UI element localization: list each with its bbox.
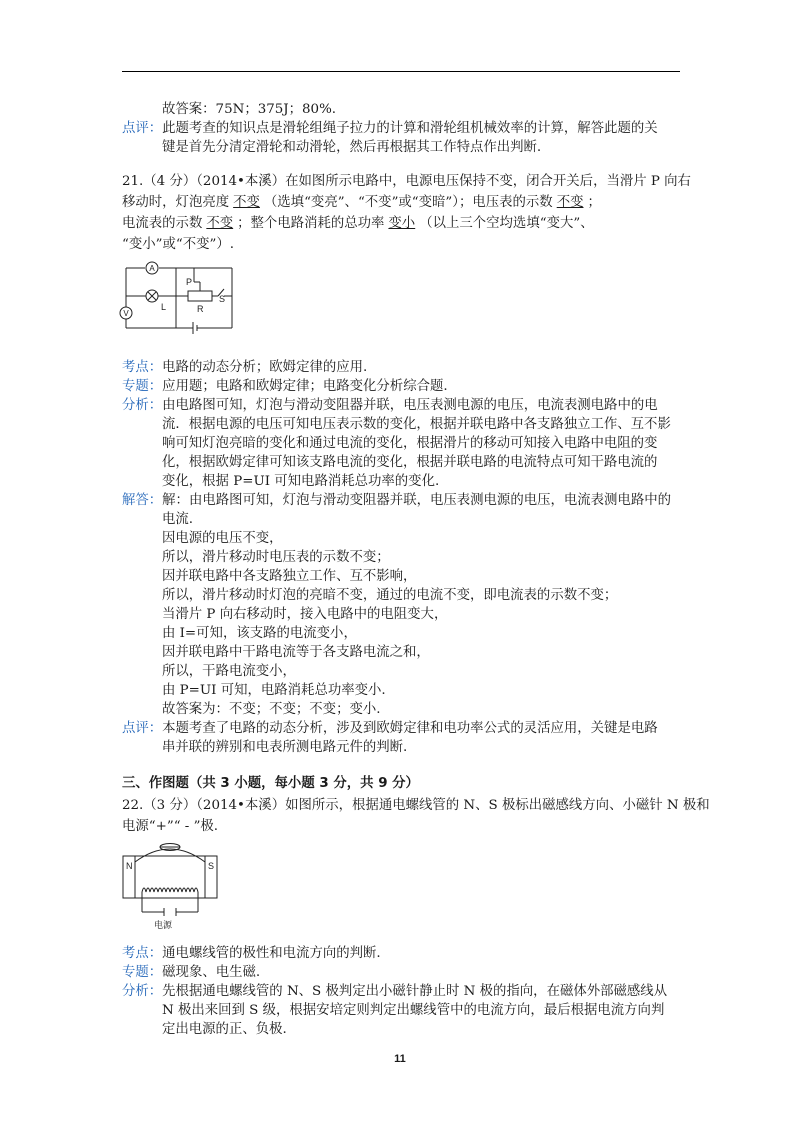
q22-solenoid-diagram <box>118 840 228 922</box>
q21-blank-3: 不变 <box>206 216 234 231</box>
fenxi-tag: 分析： <box>122 398 163 413</box>
q21-jieda-line: 由 P=UI 可知，电路消耗总功率变小. <box>162 683 386 698</box>
q21-stem-line-4: “变小”或“不变”）. <box>122 237 234 252</box>
resistor-label: R <box>197 304 204 314</box>
q21-fenxi-line-4: 化，根据欧姆定律可知该支路电流的变化，根据并联电路的电流特点可知干路电流的 <box>162 455 658 470</box>
q21-jieda-line: 因并联电路中各支路独立工作、互不影响， <box>162 569 417 584</box>
fenxi-text: 先根据通电螺线管的 N、S 极判定出小磁针静止时 N 极的指向，在磁体外部磁感线从 <box>162 984 668 999</box>
review-line-2: 键是首先分清定滑轮和动滑轮，然后再根据其工作特点作出判断. <box>162 140 542 155</box>
q21-jieda-line: 故答案为：不变；不变；不变；变小. <box>162 702 381 717</box>
dianping-text: 本题考查了电路的动态分析，涉及到欧姆定律和电功率公式的灵活应用，关键是电路 <box>162 721 658 736</box>
q21-dianping-line-2: 串并联的辨别和电表所测电路元件的判断. <box>162 740 408 755</box>
q22-stem-line-2: 电源“+”“ - ”极. <box>122 819 219 834</box>
slider-label: P <box>186 277 193 287</box>
q21-jieda-line: 所以，干路电流变小， <box>162 664 296 679</box>
review-text-1: 此题考查的知识点是滑轮组绳子拉力的计算和滑轮组机械效率的计算，解答此题的关 <box>162 121 658 136</box>
review-tag: 点评： <box>122 121 163 136</box>
q21-text: （以上三个空均选填“变大”、 <box>419 216 594 231</box>
zhuanti-text: 磁现象、电生磁. <box>162 965 261 980</box>
review-line-1 <box>122 119 682 138</box>
q21-circuit-diagram <box>118 258 242 334</box>
answer-line: 故答案：75N；375J；80%. <box>162 102 337 117</box>
lamp-label: L <box>161 302 167 312</box>
q21-stem-line-2 <box>122 193 682 212</box>
zhuanti-tag: 专题： <box>122 379 163 394</box>
kaodian-text: 电路的动态分析；欧姆定律的应用. <box>162 360 368 375</box>
q21-zhuanti <box>122 377 682 396</box>
q21-kaodian <box>122 358 682 377</box>
q21-text: ；整个电路消耗的总功率 <box>237 216 385 231</box>
fenxi-tag: 分析： <box>122 984 163 999</box>
q21-fenxi-line-1 <box>122 396 682 415</box>
q21-dianping-line-1 <box>122 719 682 738</box>
q21-jieda-line: 当滑片 P 向右移动时，接入电路中的电阻变大， <box>162 607 448 622</box>
q22-zhuanti <box>122 963 682 982</box>
q22-kaodian <box>122 944 682 963</box>
q21-jieda-line: 所以，滑片移动时电压表的示数不变； <box>162 550 390 565</box>
section-heading: 三、作图题（共 3 小题，每小题 3 分，共 9 分） <box>122 776 419 791</box>
q21-fenxi-line-2: 流．根据电源的电压可知电压表示数的变化，根据并联电路中各支路独立工作、互不影 <box>162 417 671 432</box>
zhuanti-text: 应用题；电路和欧姆定律；电路变化分析综合题. <box>162 379 448 394</box>
q21-blank-1: 不变 <box>233 195 260 210</box>
header-rule <box>122 71 680 72</box>
q21-text: ； <box>587 195 601 210</box>
q21-fenxi-line-5: 变化，根据 P=UI 可知电路消耗总功率的变化. <box>162 474 440 489</box>
q21-text: （选填“变亮”、“不变”或“变暗”）；电压表的示数 <box>263 195 553 210</box>
q21-jieda-line: 由 I=可知，该支路的电流变小， <box>162 626 357 641</box>
q21-stem-line-3 <box>122 214 682 233</box>
q21-fenxi-line-3: 响可知灯泡亮暗的变化和通过电流的变化，根据滑片的移动可知接入电路中电阻的变 <box>162 436 658 451</box>
q21-stem-line-1: 21.（4 分）（2014•本溪）在如图所示电路中，电源电压保持不变，闭合开关后，当滑片 P 向右 <box>122 174 691 189</box>
power-source-label: 电源 <box>154 921 173 931</box>
solenoid-n-label: N <box>126 861 133 871</box>
jieda-text: 解：由电路图可知，灯泡与滑动变阻器并联，电压表测电源的电压，电流表测电路中的 <box>162 493 672 508</box>
ammeter-label: A <box>149 264 155 273</box>
voltmeter-label: V <box>123 309 129 318</box>
q21-jieda-line: 所以，滑片移动时灯泡的亮暗不变，通过的电流不变，即电流表的示数不变； <box>162 588 618 603</box>
q21-jieda-line: 因并联电路中干路电流等于各支路电流之和， <box>162 645 430 660</box>
zhuanti-tag: 专题： <box>122 965 163 980</box>
page-number: 11 <box>394 1053 406 1065</box>
switch-label: S <box>219 294 226 304</box>
q22-fenxi-line-2: N 极出来回到 S 级，根据安培定则判定出螺线管中的电流方向，最后根据电流方向判 <box>162 1003 665 1018</box>
kaodian-tag: 考点： <box>122 946 163 961</box>
kaodian-tag: 考点： <box>122 360 163 375</box>
solenoid-s-label: S <box>208 861 215 871</box>
q21-jieda-line-0 <box>122 491 682 510</box>
jieda-tag: 解答： <box>122 493 163 508</box>
q21-text: 移动时，灯泡亮度 <box>122 195 230 210</box>
dianping-tag: 点评： <box>122 721 163 736</box>
q21-blank-4: 变小 <box>388 216 416 231</box>
q21-blank-2: 不变 <box>556 195 584 210</box>
kaodian-text: 通电螺线管的极性和电流方向的判断. <box>162 946 381 961</box>
q22-fenxi-line-1 <box>122 982 682 1001</box>
q21-jieda-line: 电流. <box>162 512 194 527</box>
q22-fenxi-line-3: 定出电源的正、负极. <box>162 1022 287 1037</box>
fenxi-text: 由电路图可知，灯泡与滑动变阻器并联，电压表测电源的电压，电流表测电路中的电 <box>162 398 658 413</box>
q21-jieda-line: 因电源的电压不变， <box>162 531 283 546</box>
q22-stem-line-1: 22.（3 分）（2014•本溪）如图所示，根据通电螺线管的 N、S 极标出磁感线方向、小磁针 N 极和 <box>122 798 710 813</box>
q21-text: 电流表的示数 <box>122 216 203 231</box>
